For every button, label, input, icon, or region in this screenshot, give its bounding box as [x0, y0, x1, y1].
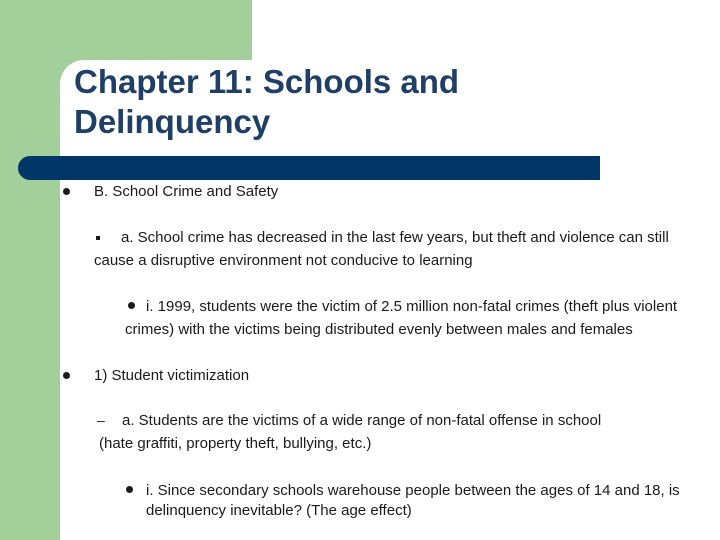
- bullet-item-line: delinquency inevitable? (The age effect): [146, 502, 412, 519]
- bullet-dot-icon: [126, 486, 133, 493]
- bullet-item-line: cause a disruptive environment not conducive to learning: [94, 252, 473, 269]
- bullet-item-line: a. School crime has decreased in the last few years, but theft and violence can still: [121, 229, 669, 246]
- bullet-item-line: a. Students are the victims of a wide range of non-fatal offense in school: [122, 412, 602, 429]
- title-underline-bar: [18, 156, 600, 180]
- bullet-item-line: crimes) with the victims being distributed evenly between males and females: [125, 321, 633, 338]
- bullet-item-line: i. 1999, students were the victim of 2.5 million non-fatal crimes (theft plus violent: [146, 298, 678, 315]
- bullet-square-icon: [96, 236, 100, 240]
- bullet-item: B. School Crime and Safety: [94, 183, 279, 200]
- bullet-dash-icon: –: [97, 412, 105, 428]
- bullet-item: 1) Student victimization: [94, 367, 250, 384]
- bullet-dot-icon: [128, 302, 135, 309]
- bullet-item-line: (hate graffiti, property theft, bullying, etc.): [99, 435, 372, 452]
- bullet-item-line: i. Since secondary schools warehouse people between the ages of 14 and 18, is: [146, 482, 680, 499]
- slide-title: Chapter 11: Schools and Delinquency: [74, 63, 460, 140]
- bullet-dot-icon: [63, 188, 70, 195]
- bullet-dot-icon: [63, 372, 70, 379]
